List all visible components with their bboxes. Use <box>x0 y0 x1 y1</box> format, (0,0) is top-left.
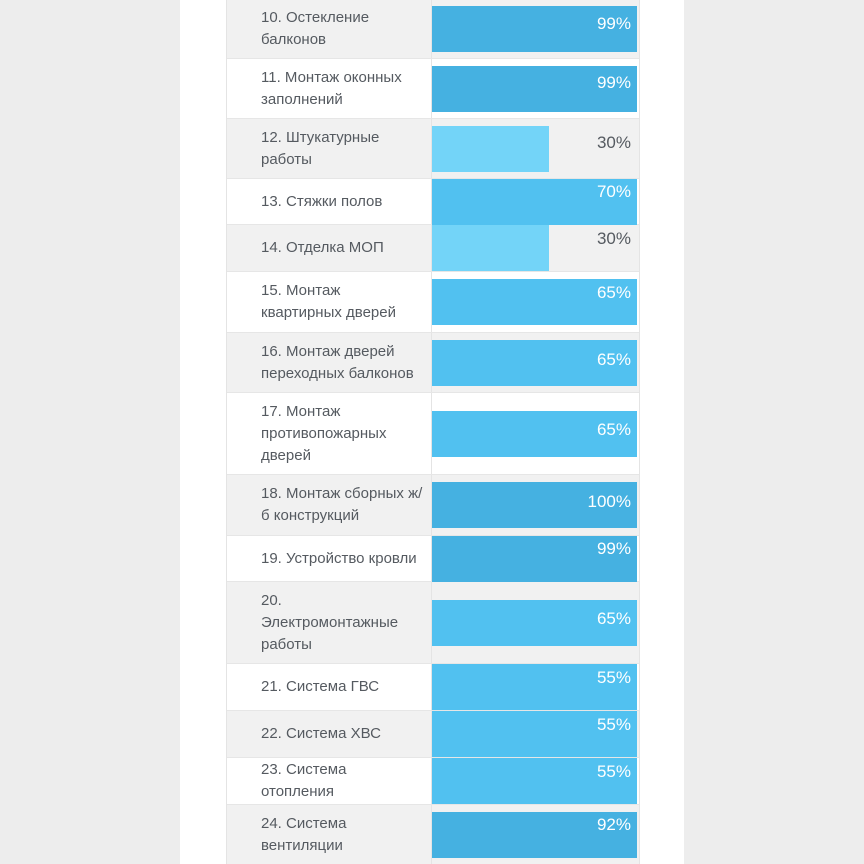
progress-percent: 55% <box>596 667 631 687</box>
progress-percent: 100% <box>587 491 631 511</box>
table-row <box>227 225 639 272</box>
work-item-label: 14. Отделка МОП <box>227 225 432 271</box>
progress-cell <box>432 475 639 535</box>
progress-cell <box>432 119 639 178</box>
table-row <box>227 0 639 59</box>
progress-cell <box>432 582 639 663</box>
progress-percent: 65% <box>596 350 631 369</box>
table-row <box>227 272 639 333</box>
progress-cell <box>432 393 639 474</box>
progress-cell <box>432 0 639 58</box>
work-item-label: 23. Система отопления <box>227 758 432 804</box>
progress-cell <box>432 758 639 804</box>
progress-percent: 99% <box>596 13 631 33</box>
progress-cell <box>432 179 639 224</box>
progress-percent: 92% <box>596 815 631 834</box>
progress-percent: 55% <box>596 714 631 734</box>
progress-percent: 70% <box>596 182 631 201</box>
progress-percent: 30% <box>596 228 631 248</box>
progress-percent: 30% <box>596 133 631 152</box>
progress-cell <box>432 225 639 271</box>
progress-cell <box>432 272 639 332</box>
progress-percent: 55% <box>596 761 631 781</box>
table-row <box>227 393 639 475</box>
work-item-label: 15. Монтаж квартирных дверей <box>227 272 432 332</box>
progress-cell <box>432 805 639 864</box>
work-item-label: 19. Устройство кровли <box>227 536 432 581</box>
progress-cell <box>432 536 639 581</box>
progress-bar-fill <box>432 225 549 271</box>
table-row <box>227 758 639 805</box>
table-row <box>227 664 639 711</box>
progress-cell <box>432 711 639 757</box>
table-row <box>227 475 639 536</box>
table-row <box>227 119 639 179</box>
table-row <box>227 536 639 582</box>
progress-bar-fill <box>432 126 549 172</box>
work-item-label: 21. Система ГВС <box>227 664 432 710</box>
table-row <box>227 179 639 225</box>
table-row <box>227 59 639 119</box>
progress-percent: 65% <box>596 609 631 628</box>
progress-cell <box>432 59 639 118</box>
page-content <box>180 0 684 864</box>
progress-cell <box>432 664 639 710</box>
work-item-label: 12. Штукатурные работы <box>227 119 432 178</box>
table-row <box>227 805 639 864</box>
progress-table <box>226 0 640 864</box>
table-row <box>227 582 639 664</box>
progress-percent: 99% <box>596 539 631 558</box>
work-item-label: 24. Система вентиляции <box>227 805 432 864</box>
progress-percent: 99% <box>596 73 631 92</box>
progress-percent: 65% <box>596 282 631 302</box>
work-item-label: 17. Монтаж противопожарных дверей <box>227 393 432 474</box>
work-item-label: 16. Монтаж дверей переходных балконов <box>227 333 432 392</box>
table-row <box>227 711 639 758</box>
work-item-label: 13. Стяжки полов <box>227 179 432 224</box>
work-item-label: 18. Монтаж сборных ж/б конструкций <box>227 475 432 535</box>
progress-cell <box>432 333 639 392</box>
work-item-label: 11. Монтаж оконных заполнений <box>227 59 432 118</box>
work-item-label: 10. Остекление балконов <box>227 0 432 58</box>
work-item-label: 20. Электромонтажные работы <box>227 582 432 663</box>
work-item-label: 22. Система ХВС <box>227 711 432 757</box>
table-row <box>227 333 639 393</box>
progress-percent: 65% <box>596 420 631 439</box>
